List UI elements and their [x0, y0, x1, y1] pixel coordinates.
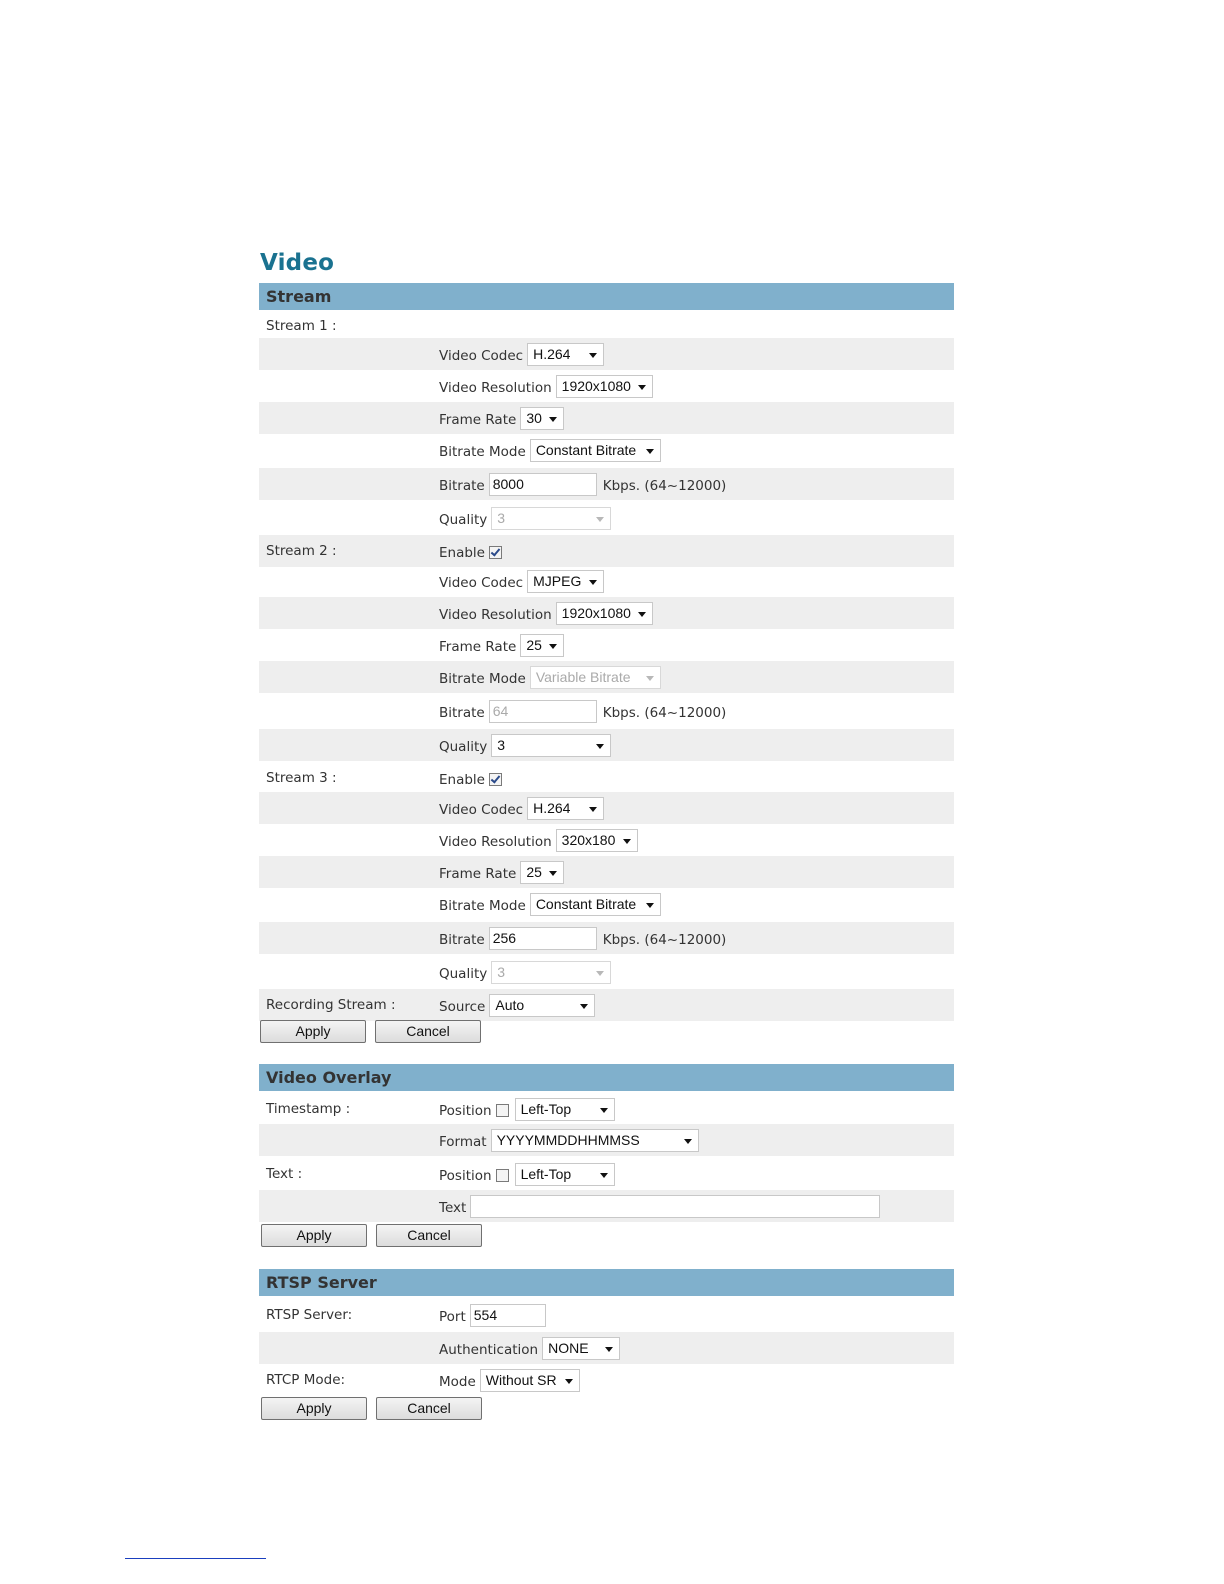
- stream1-bitrate-mode-select[interactable]: [530, 439, 661, 462]
- bitrate-mode-label: Bitrate Mode: [439, 444, 526, 460]
- chevron-down-icon: [589, 353, 597, 358]
- overlay-text-field-label: Text: [439, 1200, 467, 1216]
- select-value: 3: [497, 963, 506, 980]
- stream2-frame-rate-select[interactable]: [520, 634, 564, 657]
- stream3-video-resolution-row: [259, 824, 954, 856]
- chevron-down-icon: [549, 871, 557, 876]
- bitrate-unit: Kbps. (64~12000): [602, 478, 727, 494]
- stream1-video-resolution-select[interactable]: [556, 375, 653, 398]
- chevron-down-icon: [638, 612, 646, 617]
- rtsp-port-row: [259, 1299, 954, 1331]
- rtsp-server-label: RTSP Server:: [266, 1307, 353, 1323]
- stream3-bitrate-input[interactable]: 256: [489, 927, 597, 950]
- select-value: 3: [497, 736, 506, 753]
- stream2-video-codec-row: [259, 565, 954, 597]
- bitrate-label: Bitrate: [439, 932, 485, 948]
- overlay-text-input[interactable]: [470, 1195, 880, 1218]
- source-label: Source: [439, 999, 486, 1015]
- bitrate-unit: Kbps. (64~12000): [602, 705, 727, 721]
- frame-rate-label: Frame Rate: [439, 412, 517, 428]
- chevron-down-icon: [580, 1004, 588, 1009]
- mode-label: Mode: [439, 1374, 476, 1390]
- stream3-quality-select: [491, 961, 611, 984]
- bitrate-mode-label: Bitrate Mode: [439, 898, 526, 914]
- footnote-divider: [125, 1558, 266, 1559]
- enable-label: Enable: [439, 545, 485, 561]
- stream3-frame-rate-row: [259, 856, 954, 888]
- stream1-video-codec-row: [259, 338, 954, 370]
- stream1-bitrate-row: [259, 468, 954, 500]
- timestamp-format-select[interactable]: [491, 1129, 699, 1152]
- video-resolution-label: Video Resolution: [439, 834, 552, 850]
- select-value: Auto: [495, 996, 525, 1013]
- stream2-video-codec-select[interactable]: [527, 570, 604, 593]
- select-value: NONE: [548, 1339, 589, 1356]
- select-value: MJPEG: [533, 572, 582, 589]
- stream2-enable-row: [259, 535, 954, 567]
- chevron-down-icon: [596, 517, 604, 522]
- stream3-video-codec-row: [259, 792, 954, 824]
- overlay-text-row: [259, 1190, 954, 1222]
- stream3-video-codec-select[interactable]: [527, 797, 604, 820]
- chevron-down-icon: [596, 971, 604, 976]
- stream1-frame-rate-select[interactable]: [520, 407, 564, 430]
- stream3-bitrate-mode-row: [259, 888, 954, 920]
- text-label: Text :: [266, 1166, 303, 1182]
- timestamp-position-select[interactable]: [515, 1098, 615, 1121]
- overlay-cancel-button[interactable]: Cancel: [376, 1224, 482, 1247]
- select-value: H.264: [533, 345, 571, 362]
- stream2-bitrate-input: 64: [489, 700, 597, 723]
- select-value: Variable Bitrate: [535, 668, 631, 685]
- video-codec-label: Video Codec: [439, 575, 524, 591]
- select-value: H.264: [533, 799, 571, 816]
- frame-rate-label: Frame Rate: [439, 866, 517, 882]
- rtcp-mode-row: [259, 1364, 954, 1396]
- select-value: 1920x1080: [561, 604, 631, 621]
- stream1-video-resolution-row: [259, 370, 954, 402]
- stream2-frame-rate-row: [259, 629, 954, 661]
- authentication-label: Authentication: [439, 1342, 539, 1358]
- stream1-label: Stream 1 :: [266, 318, 337, 334]
- chevron-down-icon: [646, 903, 654, 908]
- page-title: Video: [260, 250, 335, 276]
- stream3-video-resolution-select[interactable]: [556, 829, 638, 852]
- stream1-bitrate-mode-row: [259, 434, 954, 466]
- chevron-down-icon: [589, 580, 597, 585]
- chevron-down-icon: [638, 385, 646, 390]
- timestamp-position-row: [259, 1093, 954, 1125]
- select-value: YYYYMMDDHHMMSS: [496, 1131, 640, 1148]
- stream-cancel-button[interactable]: Cancel: [375, 1020, 481, 1043]
- stream3-label: Stream 3 :: [266, 770, 337, 786]
- overlay-apply-button[interactable]: Apply: [261, 1224, 367, 1247]
- format-label: Format: [439, 1134, 487, 1150]
- stream2-video-resolution-row: [259, 597, 954, 629]
- stream1-frame-rate-row: [259, 402, 954, 434]
- chevron-down-icon: [600, 1108, 608, 1113]
- rtsp-port-input[interactable]: 554: [470, 1304, 546, 1327]
- timestamp-position-checkbox[interactable]: [496, 1104, 509, 1117]
- video-resolution-label: Video Resolution: [439, 607, 552, 623]
- stream3-bitrate-row: [259, 922, 954, 954]
- stream3-enable-checkbox[interactable]: [489, 773, 502, 786]
- select-value: 320x180: [561, 831, 616, 848]
- chevron-down-icon: [565, 1379, 573, 1384]
- select-value: Left-Top: [520, 1100, 572, 1117]
- chevron-down-icon: [600, 1173, 608, 1178]
- bitrate-unit: Kbps. (64~12000): [602, 932, 727, 948]
- recording-stream-label: Recording Stream :: [266, 997, 396, 1013]
- rtsp-apply-button[interactable]: Apply: [261, 1397, 367, 1420]
- video-resolution-label: Video Resolution: [439, 380, 552, 396]
- stream2-bitrate-row: [259, 695, 954, 727]
- rtsp-authentication-select[interactable]: [542, 1337, 620, 1360]
- chevron-down-icon: [623, 839, 631, 844]
- chevron-down-icon: [646, 676, 654, 681]
- bitrate-label: Bitrate: [439, 705, 485, 721]
- stream1-quality-select: [491, 507, 611, 530]
- stream2-quality-row: [259, 729, 954, 761]
- select-value: 3: [497, 509, 506, 526]
- text-position-row: [259, 1158, 954, 1190]
- stream3-bitrate-mode-select[interactable]: [530, 893, 661, 916]
- rtcp-mode-label: RTCP Mode:: [266, 1372, 346, 1388]
- text-position-select[interactable]: [515, 1163, 615, 1186]
- stream2-video-resolution-select[interactable]: [556, 602, 653, 625]
- chevron-down-icon: [684, 1139, 692, 1144]
- select-value: 25: [526, 863, 542, 880]
- rtsp-authentication-row: [259, 1332, 954, 1364]
- chevron-down-icon: [596, 744, 604, 749]
- chevron-down-icon: [549, 417, 557, 422]
- recording-stream-row: [259, 989, 954, 1021]
- select-value: 30: [526, 409, 542, 426]
- stream2-bitrate-mode-select: [530, 666, 661, 689]
- select-value: Without SR: [485, 1371, 557, 1388]
- stream2-label: Stream 2 :: [266, 543, 337, 559]
- video-codec-label: Video Codec: [439, 348, 524, 364]
- stream2-quality-select[interactable]: [491, 734, 611, 757]
- quality-label: Quality: [439, 966, 488, 982]
- bitrate-mode-label: Bitrate Mode: [439, 671, 526, 687]
- quality-label: Quality: [439, 512, 488, 528]
- stream1-video-codec-select[interactable]: [527, 343, 604, 366]
- timestamp-label: Timestamp :: [266, 1101, 351, 1117]
- timestamp-format-row: [259, 1124, 954, 1156]
- chevron-down-icon: [549, 644, 557, 649]
- stream2-bitrate-mode-row: [259, 661, 954, 693]
- stream1-quality-row: [259, 502, 954, 534]
- select-value: Left-Top: [520, 1165, 572, 1182]
- select-value: 1920x1080: [561, 377, 631, 394]
- stream3-enable-row: [259, 762, 954, 794]
- video-codec-label: Video Codec: [439, 802, 524, 818]
- select-value: Constant Bitrate: [535, 441, 637, 458]
- recording-source-select[interactable]: [489, 994, 595, 1017]
- select-value: Constant Bitrate: [535, 895, 637, 912]
- frame-rate-label: Frame Rate: [439, 639, 517, 655]
- stream2-enable-checkbox[interactable]: [489, 546, 502, 559]
- rtsp-cancel-button[interactable]: Cancel: [376, 1397, 482, 1420]
- select-value: 25: [526, 636, 542, 653]
- chevron-down-icon: [589, 807, 597, 812]
- position-label: Position: [439, 1168, 492, 1184]
- stream-section-header: Stream: [259, 283, 954, 310]
- enable-label: Enable: [439, 772, 485, 788]
- position-label: Position: [439, 1103, 492, 1119]
- chevron-down-icon: [605, 1347, 613, 1352]
- port-label: Port: [439, 1309, 466, 1325]
- bitrate-label: Bitrate: [439, 478, 485, 494]
- stream-apply-button[interactable]: Apply: [260, 1020, 366, 1043]
- rtcp-mode-select[interactable]: [480, 1369, 580, 1392]
- video-overlay-section-header: Video Overlay: [259, 1064, 954, 1091]
- quality-label: Quality: [439, 739, 488, 755]
- text-position-checkbox[interactable]: [496, 1169, 509, 1182]
- rtsp-section-header: RTSP Server: [259, 1269, 954, 1296]
- stream3-quality-row: [259, 956, 954, 988]
- stream1-bitrate-input[interactable]: 8000: [489, 473, 597, 496]
- stream3-frame-rate-select[interactable]: [520, 861, 564, 884]
- chevron-down-icon: [646, 449, 654, 454]
